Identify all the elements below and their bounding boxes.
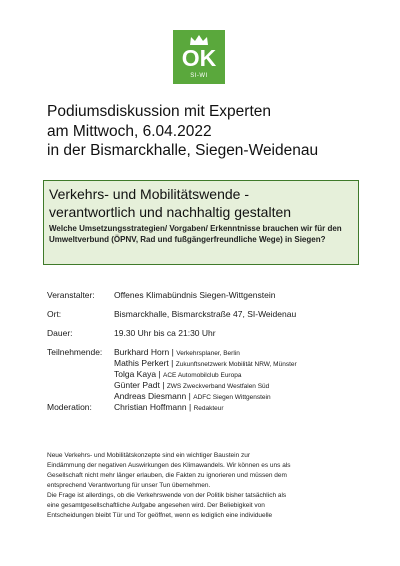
description-line: eine gesamtgesellschaftliche Aufgabe angesehen wird. Der Beliebigkeit von — [47, 502, 265, 509]
moderation-row — [47, 402, 377, 413]
headline-line-3: in der Bismarckhalle, Siegen-Weidenau — [47, 142, 319, 159]
moderation-label: Moderation: — [47, 402, 92, 412]
separator: | — [171, 358, 174, 368]
topic-title-line-2: verantwortlich und nachhaltig gestalten — [49, 204, 292, 220]
description-line: Gesellschaft nicht mehr länger erlauben, die Fakten zu ignorieren und müssen dem — [47, 472, 287, 479]
organizer-value: Offenes Klimabündnis Siegen-Wittgenstein — [114, 290, 276, 300]
participant-row — [47, 347, 377, 358]
topic-title-line-1: Verkehrs- und Mobilitätswende - — [49, 186, 249, 202]
participant-role: ADFC Siegen Wittgenstein — [193, 394, 271, 401]
participant-name: Burkhard Horn — [114, 347, 170, 357]
headline-line-2: am Mittwoch, 6.04.2022 — [47, 122, 212, 140]
logo-subtext: SI-WI — [190, 73, 208, 79]
separator: | — [162, 380, 165, 390]
ok-siwi-logo — [173, 30, 225, 84]
participant-row — [47, 369, 377, 380]
participant-role: ZWS Zweckverband Westfalen Süd — [166, 383, 270, 390]
participant-role: Zukunftsnetzwerk Mobilität NRW, Münster — [175, 361, 297, 368]
event-headline — [47, 102, 367, 161]
separator: | — [158, 369, 161, 379]
logo-text: OK — [181, 45, 217, 71]
moderator-role: Redakteur — [193, 405, 224, 412]
participant-name: Mathis Perkert — [114, 358, 169, 368]
participant-name: Tolga Kaya — [114, 369, 157, 379]
description-line: Eindämmung der negativen Auswirkungen des Klimawandels. Wir können es uns als — [47, 462, 291, 469]
location-row — [47, 309, 377, 320]
separator: | — [171, 347, 174, 357]
duration-row — [47, 328, 377, 339]
topic-box — [43, 180, 359, 265]
location-value: Bismarckhalle, Bismarckstraße 47, SI-Weidenau — [114, 309, 297, 319]
participant-row — [47, 358, 377, 369]
topic-subtitle: Welche Umsetzungsstrategien/ Vorgaben/ Erkenntnisse brauchen wir für den Umweltverbund (ÖPNV, Rad und fußgängerfreundliche Wege) in Siegen? — [49, 224, 342, 244]
description-line: Die Frage ist allerdings, ob die Verkehrswende von der Politik bisher tatsächlich als — [47, 492, 287, 499]
participant-name: Andreas Diesmann — [114, 391, 187, 401]
separator: | — [188, 402, 192, 412]
location-label: Ort: — [47, 309, 62, 319]
participant-row — [47, 380, 377, 391]
description-line: Entscheidungen bleibt Tür und Tor geöffnet, wenn es lediglich eine individuelle — [47, 512, 273, 519]
participant-name: Günter Padt — [114, 380, 160, 390]
participant-role: Verkehrsplaner, Berlin — [176, 350, 240, 357]
duration-label: Dauer: — [47, 328, 73, 338]
headline-line-1: Podiumsdiskussion mit Experten — [47, 103, 271, 120]
organizer-row — [47, 290, 377, 301]
duration-value: 19.30 Uhr bis ca 21:30 Uhr — [114, 328, 216, 338]
description-line: entsprechend Verantwortung für unser Tun übernehmen. — [47, 482, 211, 489]
participant-row — [47, 391, 377, 402]
description-text — [47, 451, 367, 521]
participant-role: ACE Automobilclub Europa — [163, 372, 242, 379]
organizer-label: Veranstalter: — [47, 290, 95, 300]
description-line: Neue Verkehrs- und Mobilitätskonzepte sind ein wichtiger Baustein zur — [47, 452, 251, 459]
event-details — [47, 290, 377, 413]
moderator-name: Christian Hoffmann — [114, 402, 187, 412]
separator: | — [188, 391, 191, 401]
participants-label: Teilnehmende: — [47, 347, 103, 357]
